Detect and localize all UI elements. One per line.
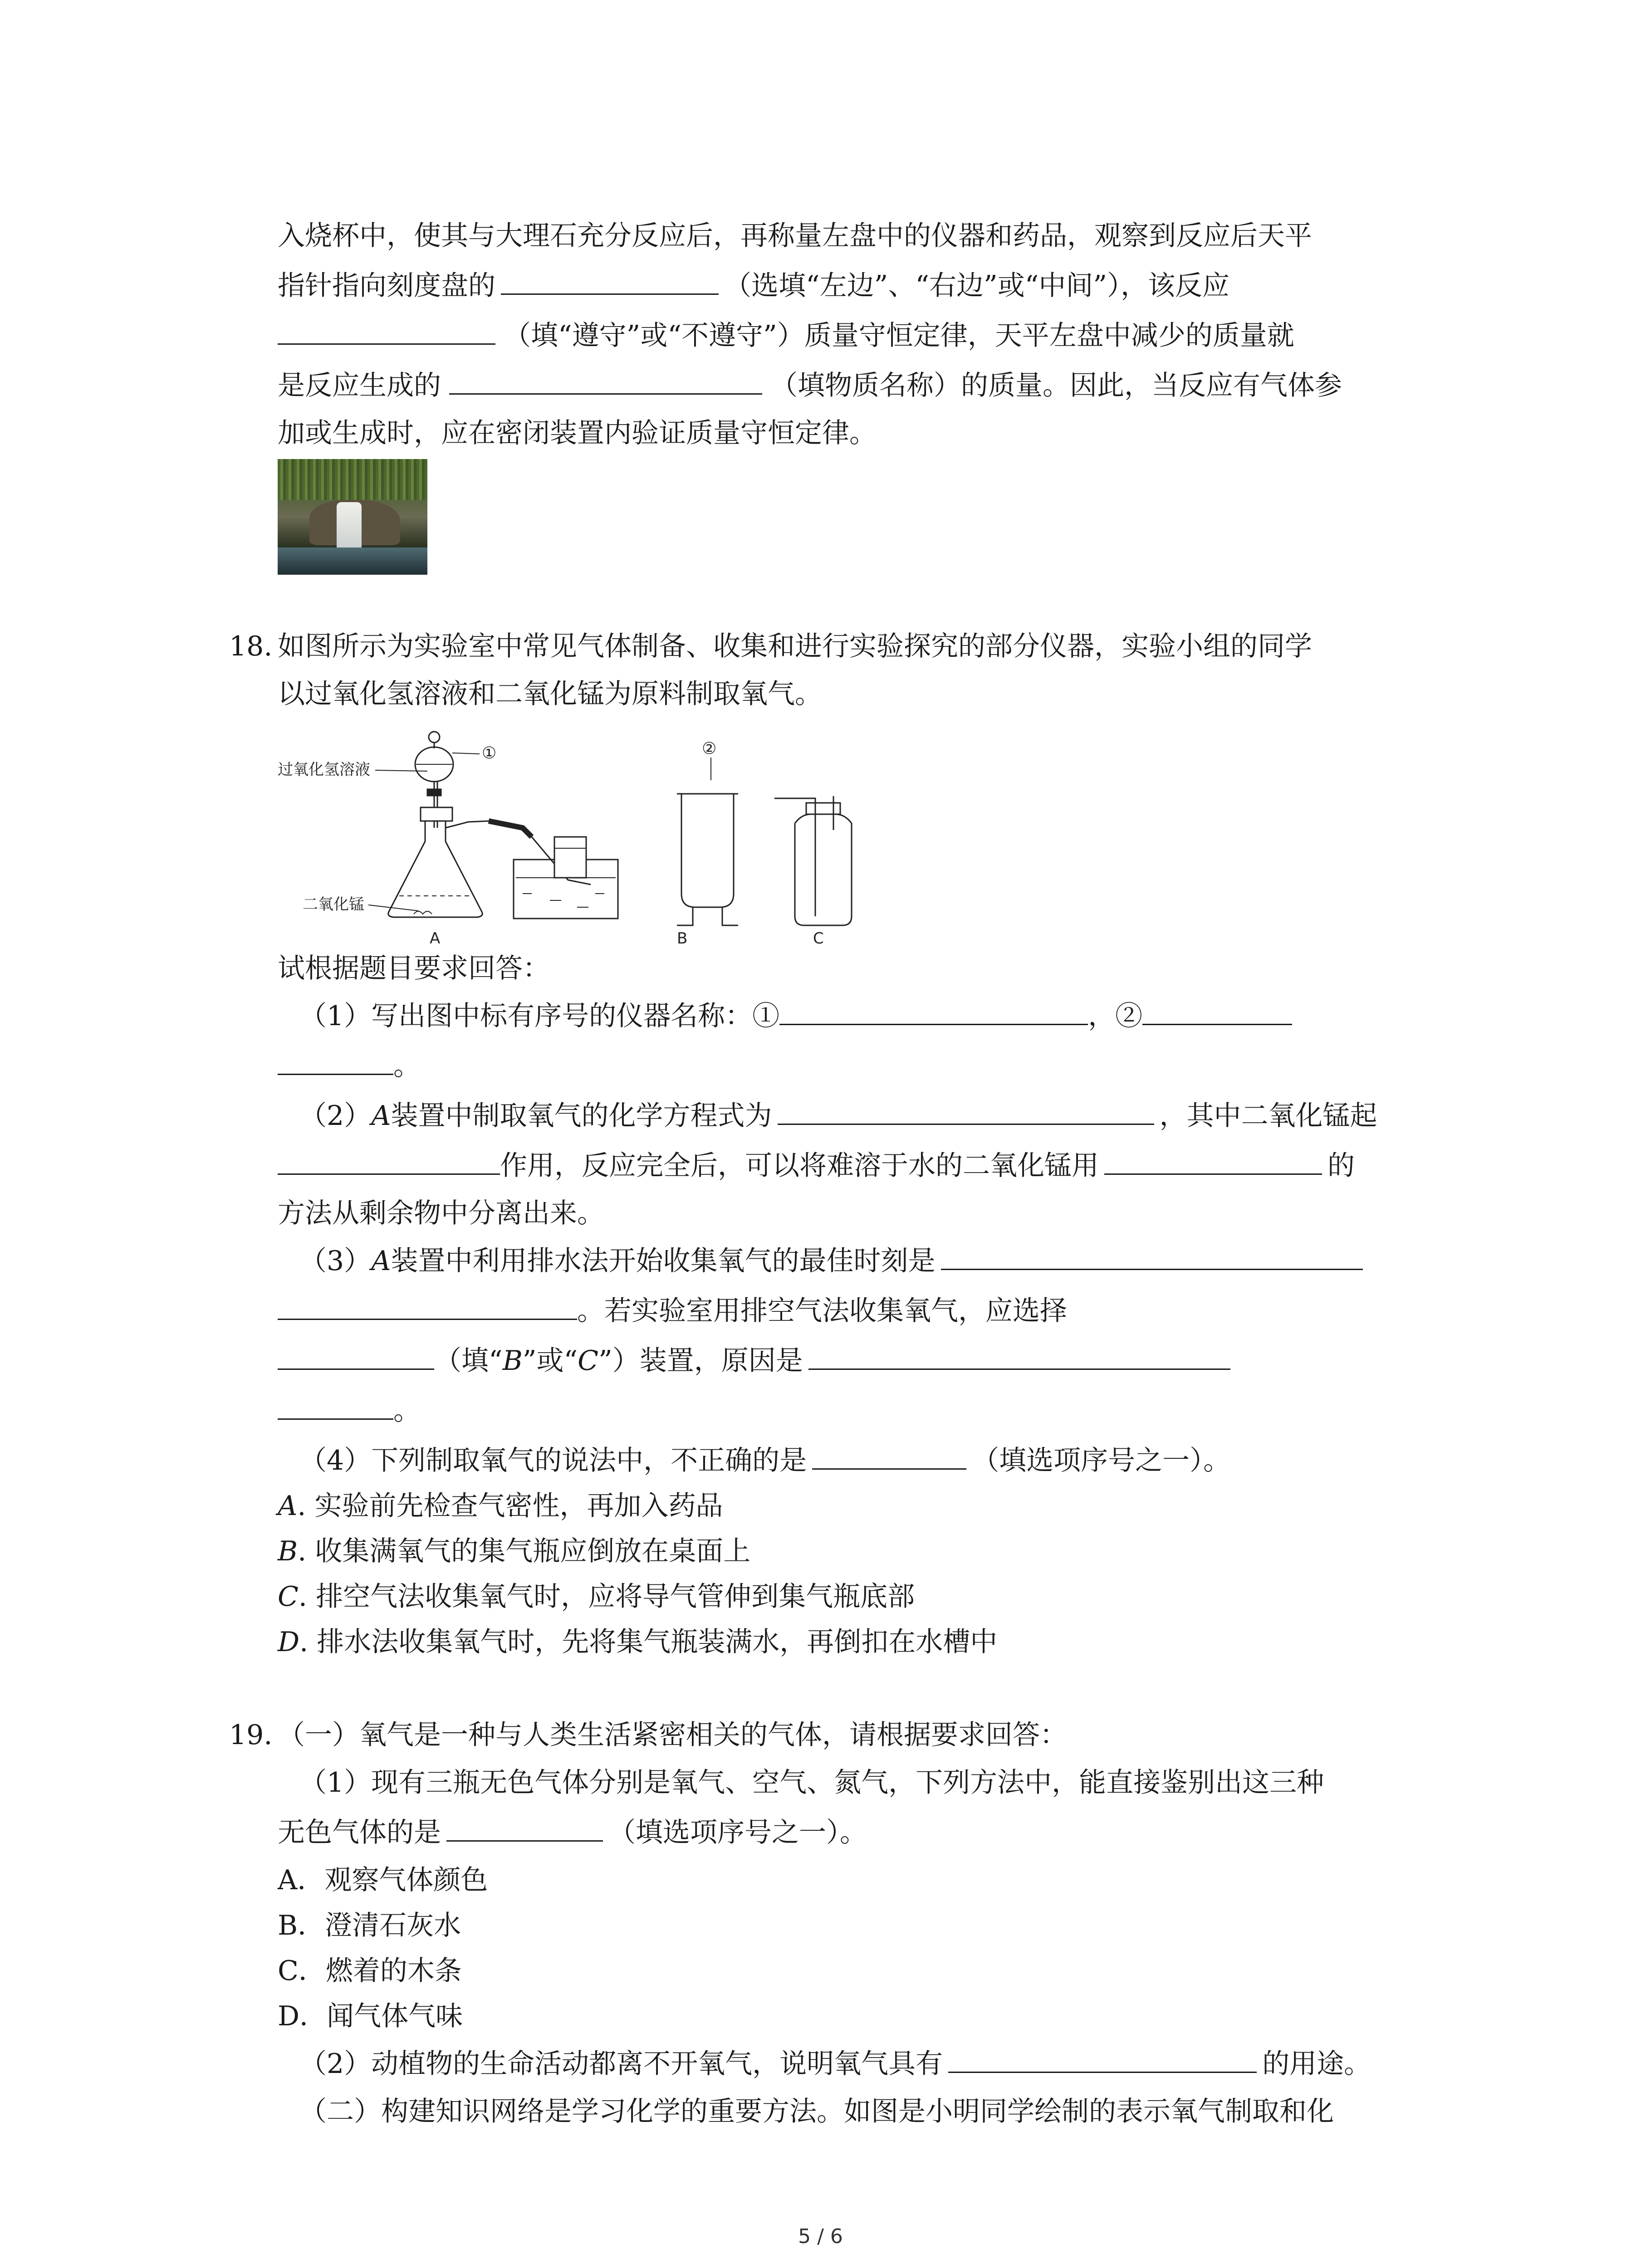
q18-part-3-line-1: （3）A装置中利用排水法开始收集氧气的最佳时刻是 [299,1238,1363,1284]
q19-sub-1-line-2: 无色气体的是 （填选项序号之一）。 [278,1810,867,1855]
q19-part-1: （一）氧气是一种与人类生活紧密相关的气体，请根据要求回答： [278,1719,1067,1751]
answer-blank[interactable] [941,1239,1363,1270]
q18-part-4: （4）下列制取氧气的说法中，不正确的是 （填选项序号之一）。 [299,1438,1230,1483]
q17-line-3: （填“遵守”或“不遵守”）质量守恒定律，天平左盘中减少的质量就 [278,313,1294,358]
question-number-19: 19. [229,1719,273,1751]
q18-option-d: D. 排水法收集氧气时，先将集气瓶装满水，再倒扣在水槽中 [278,1626,998,1658]
q17-line-2: 指针指向刻度盘的 （选填“左边”、“右边”或“中间”），该反应 [278,263,1230,308]
q18-option-b: B. 收集满氧气的集气瓶应倒放在桌面上 [278,1535,751,1567]
label-mno2: 二氧化锰 [303,895,364,914]
answer-blank[interactable] [278,1144,500,1175]
waterfall-image [278,459,427,575]
q18-part-3-line-3: （填“B”或“C”）装置，原因是 [278,1338,1230,1383]
q19-sub-1-line-1: （1）现有三瓶无色气体分别是氧气、空气、氮气，下列方法中，能直接鉴别出这三种 [299,1767,1324,1799]
answer-blank[interactable] [278,1044,393,1075]
q17-line-1: 入烧杯中，使其与大理石充分反应后，再称量左盘中的仪器和药品，观察到反应后天平 [278,220,1312,252]
answer-blank[interactable] [778,1094,1154,1125]
marker-1: ① [482,744,497,763]
answer-blank[interactable] [278,1339,434,1370]
lab-apparatus-diagram [278,721,886,957]
q18-prompt: 试根据题目要求回答： [278,953,550,984]
q18-option-a: A. 实验前先检查气密性，再加入药品 [278,1490,723,1522]
q17-line-5: 加或生成时，应在密闭装置内验证质量守恒定律。 [278,417,877,449]
q18-part-1-end: 。 [278,1043,421,1089]
label-B: B [677,929,688,948]
answer-blank[interactable] [278,313,495,345]
q18-part-3-line-2: 。若实验室用排空气法收集氧气，应选择 [278,1288,1067,1334]
q19-sub-2: （2）动植物的生命活动都离不开氧气，说明氧气具有 的用途。 [299,2041,1371,2087]
answer-blank[interactable] [779,994,1088,1025]
q19-option-d: D．闻气体气味 [278,2000,463,2032]
answer-blank[interactable] [1104,1144,1322,1175]
q18-part-2-line-3: 方法从剩余物中分离出来。 [278,1198,604,1229]
label-h2o2: 过氧化氢溶液 [278,761,370,779]
q18-part-3-end: 。 [278,1388,421,1433]
label-A: A [430,929,441,948]
answer-blank[interactable] [449,363,762,395]
answer-blank[interactable] [501,264,719,295]
q18-stem-2: 以过氧化氢溶液和二氧化锰为原料制取氧气。 [278,678,822,710]
q19-part-2: （二）构建知识网络是学习化学的重要方法。如图是小明同学绘制的表示氧气制取和化 [299,2096,1334,2127]
page-number: 5 / 6 [798,2225,843,2248]
answer-blank[interactable] [446,1810,603,1842]
answer-blank[interactable] [808,1339,1230,1370]
q17-line-4: 是反应生成的 （填物质名称）的质量。因此，当反应有气体参 [278,363,1342,408]
label-C: C [813,929,824,948]
q19-option-b: B．澄清石灰水 [278,1910,461,1941]
answer-blank[interactable] [948,2042,1257,2073]
marker-2: ② [702,739,717,758]
q18-part-2-line-2: 作用，反应完全后，可以将难溶于水的二氧化锰用 的 [278,1143,1355,1188]
answer-blank[interactable] [812,1438,966,1470]
q19-option-c: C．燃着的木条 [278,1955,462,1987]
answer-blank[interactable] [278,1289,577,1320]
q18-option-c: C. 排空气法收集氧气时，应将导气管伸到集气瓶底部 [278,1581,915,1613]
answer-blank[interactable] [278,1388,393,1420]
q18-part-1: （1）写出图中标有序号的仪器名称：① ，② [299,993,1292,1039]
q19-option-a: A．观察气体颜色 [278,1864,488,1896]
answer-blank[interactable] [1142,994,1292,1025]
q18-part-2-line-1: （2）A装置中制取氧气的化学方程式为 ，其中二氧化锰起 [299,1093,1377,1139]
question-number-18: 18. [229,631,273,662]
q18-stem-1: 如图所示为实验室中常见气体制备、收集和进行实验探究的部分仪器，实验小组的同学 [278,631,1312,662]
